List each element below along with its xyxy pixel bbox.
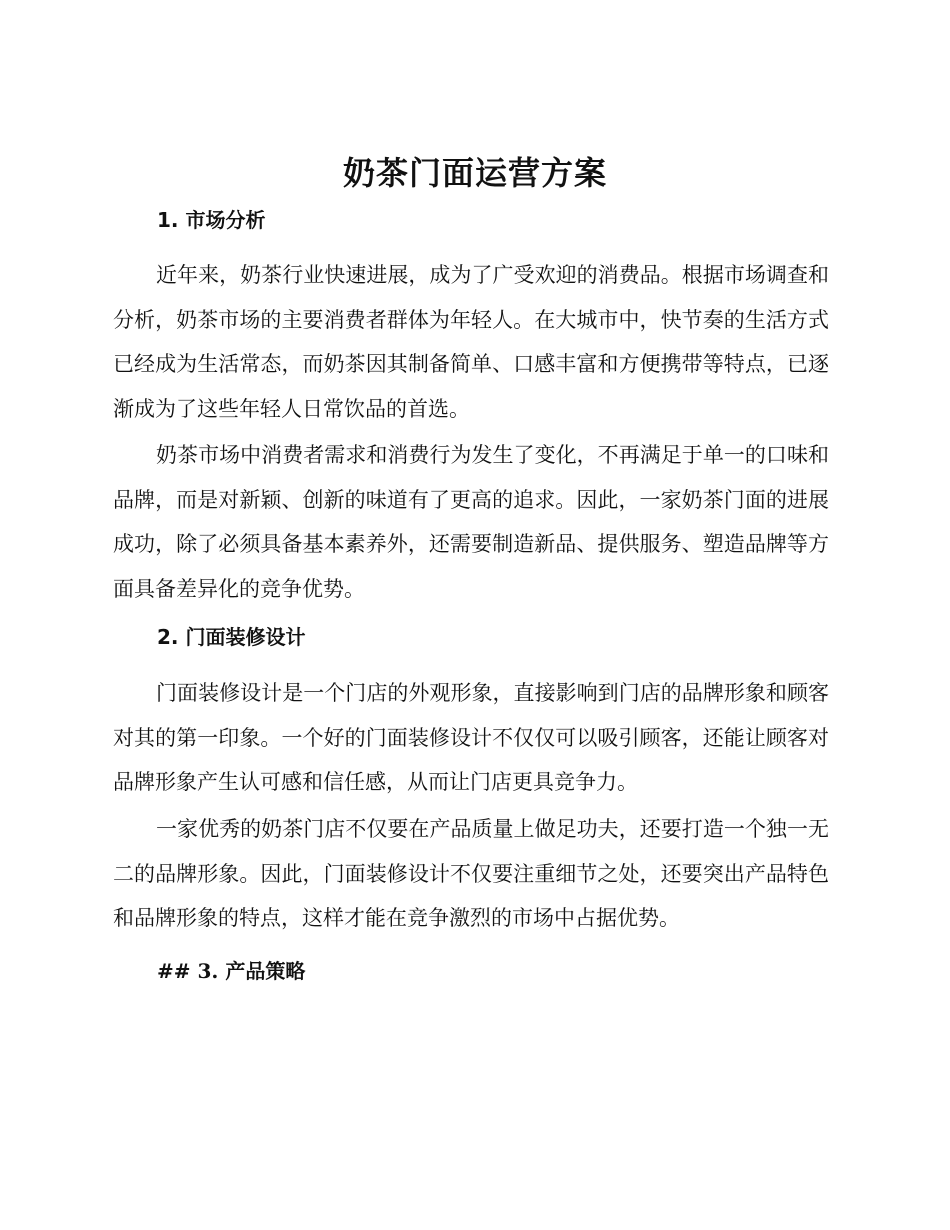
section-heading-storefront-design: 2. 门面装修设计: [157, 625, 306, 649]
paragraph-market-1: 近年来，奶茶行业快速进展，成为了广受欢迎的消费品。根据市场调查和分析，奶茶市场的主要消费者群体为年轻人。在大城市中，快节奏的生活方式已经成为生活常态，而奶茶因其制备简单、口感丰富和方便携带等特点，已逐渐成为了这些年轻人日常饮品的首选。: [113, 263, 829, 421]
paragraph-design-2: 一家优秀的奶茶门店不仅要在产品质量上做足功夫，还要打造一个独一无二的品牌形象。因此，门面装修设计不仅要注重细节之处，还要突出产品特色和品牌形象的特点，这样才能在竞争激烈的市场中占据优势。: [113, 817, 829, 930]
paragraph-market-2: 奶茶市场中消费者需求和消费行为发生了变化，不再满足于单一的口味和品牌，而是对新颖、创新的味道有了更高的追求。因此，一家奶茶门面的进展成功，除了必须具备基本素养外，还需要制造新品、提供服务、塑造品牌等方面具备差异化的竞争优势。: [113, 443, 829, 601]
paragraph-design-1: 门面装修设计是一个门店的外观形象，直接影响到门店的品牌形象和顾客对其的第一印象。一个好的门面装修设计不仅仅可以吸引顾客，还能让顾客对品牌形象产生认可感和信任感，从而让门店更具竞争力。: [113, 681, 829, 794]
section-heading-product-strategy: ## 3. 产品策略: [157, 959, 306, 983]
section-heading-market-analysis: 1. 市场分析: [157, 208, 266, 232]
document-title: 奶茶门面运营方案: [342, 154, 607, 192]
